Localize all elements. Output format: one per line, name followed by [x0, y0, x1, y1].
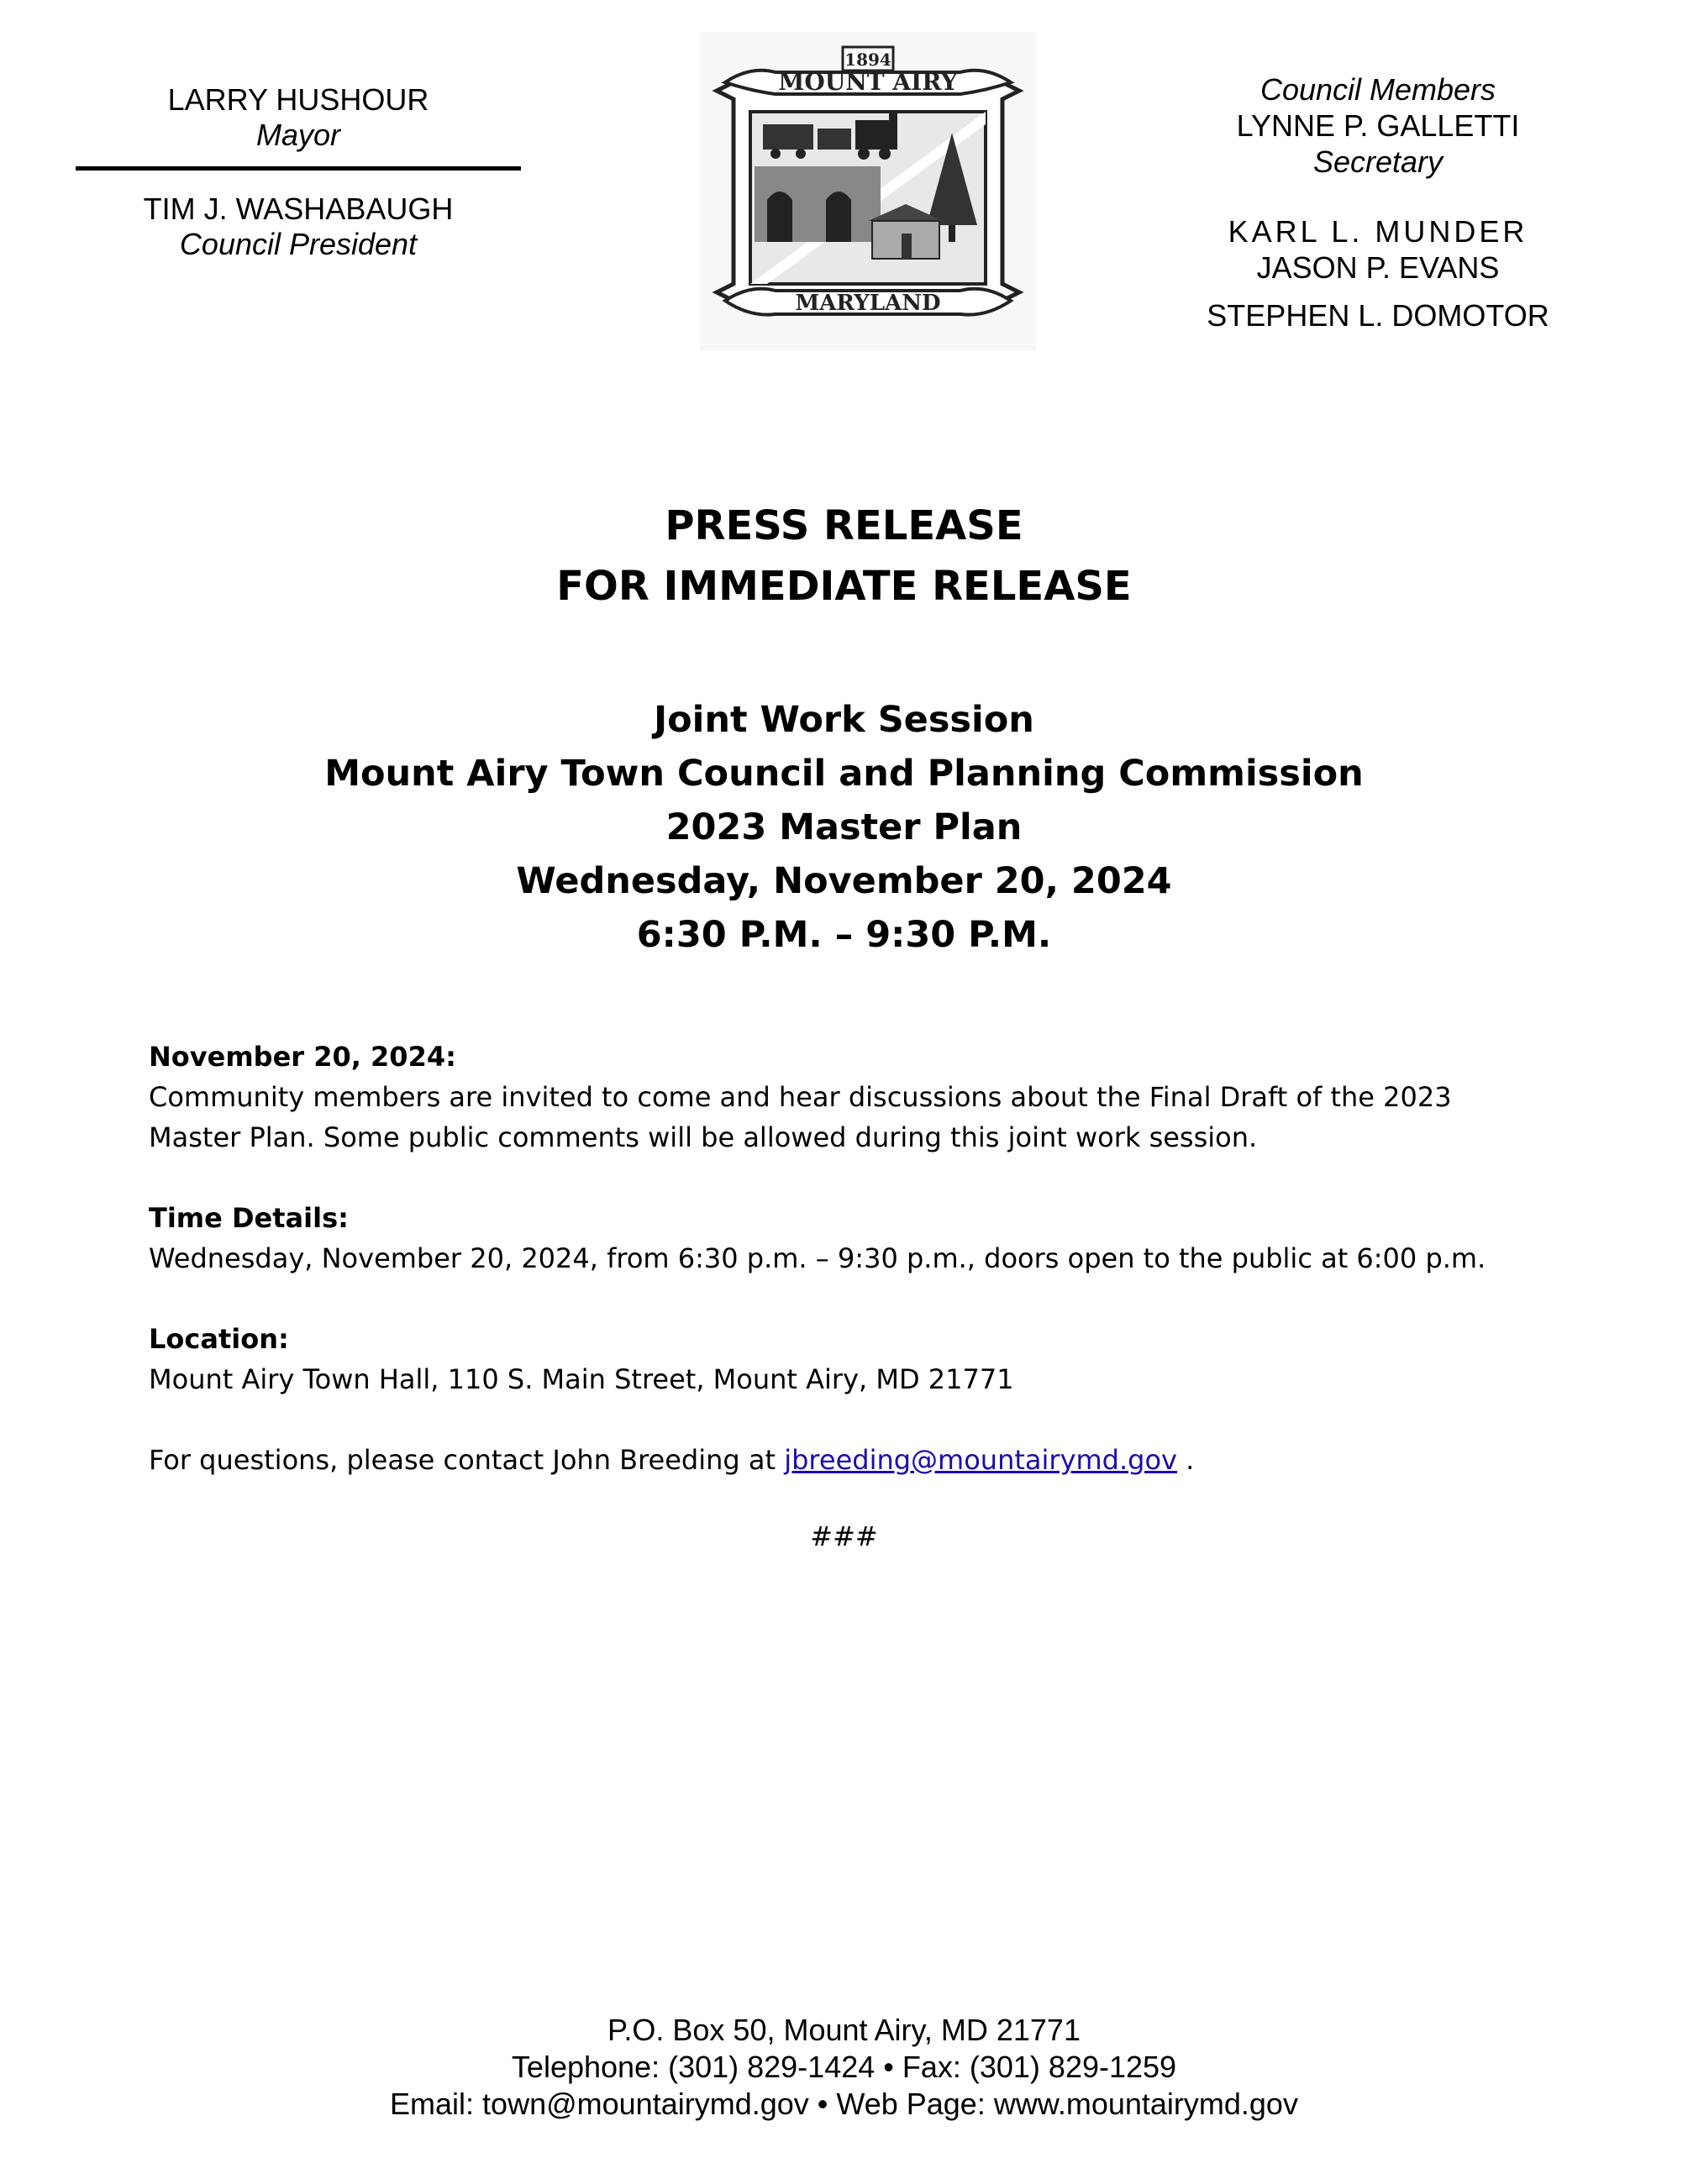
date-section	[149, 1037, 1577, 1158]
location-text: Mount Airy Town Hall, 110 S. Main Street, Mount Airy, MD 21771	[149, 1363, 1014, 1395]
council-president-name: TIM J. WASHABAUGH	[143, 192, 454, 226]
mayor-block	[76, 82, 521, 153]
press-release-heading: PRESS RELEASE	[665, 502, 1023, 549]
council-member-galletti-title: Secretary	[1312, 144, 1443, 179]
contact-prefix: For questions, please contact John Breeding at	[149, 1444, 785, 1476]
location-section	[149, 1319, 1577, 1399]
time-heading: Time Details:	[149, 1202, 349, 1234]
contact-suffix: .	[1176, 1444, 1195, 1476]
council-member-munder: KARL L. MUNDER	[1228, 214, 1528, 249]
mayor-name: LARRY HUSHOUR	[167, 82, 429, 117]
footer-address: P.O. Box 50, Mount Airy, MD 21771	[607, 2013, 1081, 2047]
event-date: Wednesday, November 20, 2024	[516, 860, 1172, 902]
spacer	[1160, 180, 1596, 213]
footer-phone-fax: Telephone: (301) 829-1424 • Fax: (301) 829-1259	[511, 2050, 1177, 2084]
contact-email-link[interactable]: jbreeding@mountairymd.gov	[784, 1444, 1177, 1476]
end-mark: ###	[810, 1520, 878, 1552]
event-topic: 2023 Master Plan	[665, 806, 1023, 848]
time-text: Wednesday, November 20, 2024, from 6:30 p.m. – 9:30 p.m., doors open to the public at 6:00 p.m.	[149, 1242, 1486, 1274]
footer	[0, 2012, 1688, 2123]
seal-bottom-text: MARYLAND	[795, 291, 941, 316]
council-president-block	[76, 192, 521, 262]
press-release-title	[0, 496, 1688, 617]
location-heading: Location:	[149, 1323, 289, 1355]
mayor-title: Mayor	[255, 118, 341, 152]
town-seal-logo	[700, 32, 1036, 351]
date-heading: November 20, 2024:	[149, 1041, 456, 1073]
header-divider	[76, 166, 521, 171]
council-member-galletti: LYNNE P. GALLETTI	[1236, 108, 1520, 143]
footer-email-web: Email: town@mountairymd.gov • Web Page: www.mountairymd.gov	[390, 2087, 1298, 2121]
event-name: Joint Work Session	[654, 699, 1034, 741]
council-member-evans: JASON P. EVANS	[1256, 250, 1500, 285]
immediate-release-heading: FOR IMMEDIATE RELEASE	[556, 563, 1132, 610]
council-member-domotor: STEPHEN L. DOMOTOR	[1207, 298, 1549, 333]
council-members-heading: Council Members	[1259, 72, 1496, 107]
event-time: 6:30 P.M. – 9:30 P.M.	[636, 914, 1052, 956]
council-president-title: Council President	[179, 227, 418, 261]
event-title	[0, 693, 1688, 962]
date-text-line2: Master Plan. Some public comments will be allowed during this joint work session.	[149, 1121, 1258, 1153]
event-organizers: Mount Airy Town Council and Planning Commission	[324, 753, 1364, 795]
seal-top-text: MOUNT AIRY	[778, 68, 958, 96]
contact-section	[149, 1440, 1577, 1480]
date-text-line1: Community members are invited to come and hear discussions about the Final Draft of the 2023	[149, 1081, 1452, 1113]
time-section	[149, 1198, 1577, 1278]
council-members-block	[1160, 71, 1596, 333]
seal-year: 1894	[844, 50, 891, 70]
